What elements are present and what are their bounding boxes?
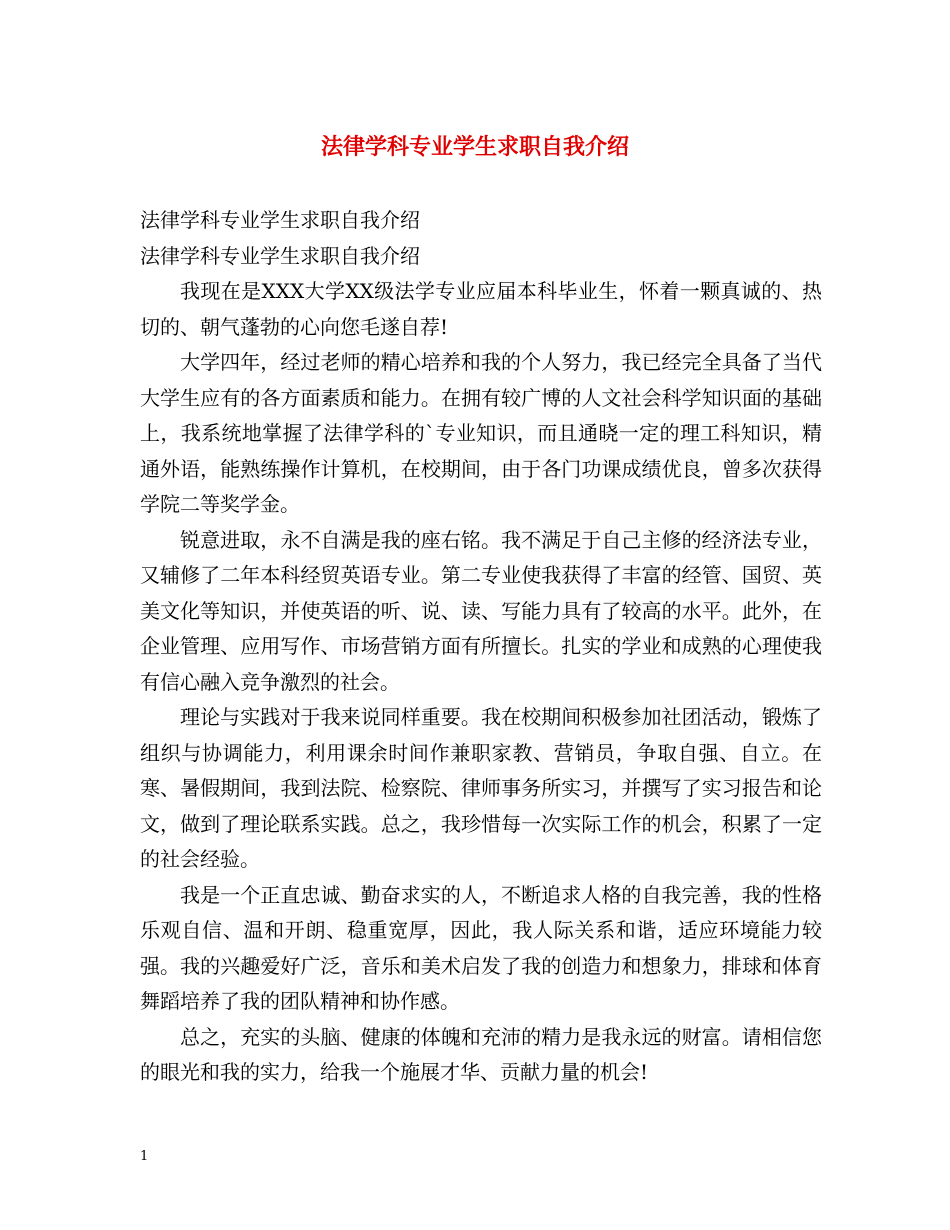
- paragraph-practice: 理论与实践对于我来说同样重要。我在校期间积极参加社团活动，锻炼了组织与协调能力，利用课余时间作兼职家教、营销员，争取自强、自立。在寒、暑假期间，我到法院、检察院、律师事务所实习，并撰写了实习报告和论文，做到了理论联系实践。总之，我珍惜每一次实际工作的机会，积累了一定的社会经验。: [140, 705, 822, 871]
- document-body: [140, 203, 822, 1091]
- subtitle-line: 法律学科专业学生求职自我介绍: [140, 208, 420, 232]
- paragraph-motto: 锐意进取，永不自满是我的座右铭。我不满足于自己主修的经济法专业，又辅修了二年本科经贸英语专业。第二专业使我获得了丰富的经管、国贸、英美文化等知识，并使英语的听、说、读、写能力具有了较高的水平。此外，在企业管理、应用写作、市场营销方面有所擅长。扎实的学业和成熟的心理使我有信心融入竞争激烈的社会。: [140, 527, 822, 694]
- paragraph-personality: 我是一个正直忠诚、勤奋求实的人，不断追求人格的自我完善，我的性格乐观自信、温和开朗、稳重宽厚，因此，我人际关系和谐，适应环境能力较强。我的兴趣爱好广泛，音乐和美术启发了我的创造力和想象力，排球和体育舞蹈培养了我的团队精神和协作感。: [140, 882, 822, 1013]
- subtitle-line: 法律学科专业学生求职自我介绍: [140, 243, 420, 268]
- page-number: 1: [140, 1149, 149, 1164]
- document-title: 法律学科专业学生求职自我介绍: [320, 134, 629, 160]
- paragraph-closing: 总之，充实的头脑、健康的体魄和充沛的精力是我永远的财富。请相信您的眼光和我的实力，给我一个施展才华、贡献力量的机会!: [140, 1024, 822, 1084]
- paragraph-intro: 我现在是XXX大学XX级法学专业应届本科毕业生，怀着一颗真诚的、热切的、朝气蓬勃的心向您毛遂自荐!: [140, 279, 822, 339]
- paragraph-education: 大学四年，经过老师的精心培养和我的个人努力，我已经完全具备了当代大学生应有的各方面素质和能力。在拥有较广博的人文社会科学知识面的基础上，我系统地掌握了法律学科的`专业知识，而且通晓一定的理工科知识，精通外语，能熟练操作计算机，在校期间，由于各门功课成绩优良，曾多次获得学院二等奖学金。: [140, 350, 822, 516]
